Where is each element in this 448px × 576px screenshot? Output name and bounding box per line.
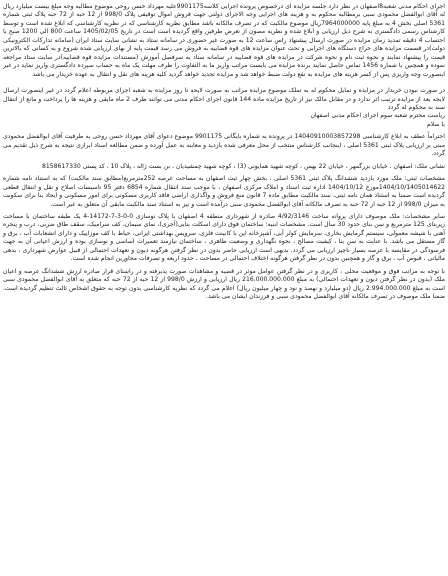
paragraph-gap — [3, 79, 445, 87]
property-address-paragraph: نشانی ملک: اصفهان ، خیابان بزرگمهر ، خیابان 22 بهمن ، کوچه شهید همایونی (3) ، کوچه شهید چمشیدیان ، بن بست ژاله ، پلاک 10 ، کد پستی 8158617330 — [41, 162, 445, 170]
expert-report-intro-paragraph: احتراماً عطف به ابلاغ کارشناسی 14040910003857298 در پرونده به شماره بایگانی 9901175 موضوع دعوای آقای مهرداد حسن روحی به طرفیت آقای ابوالفضل محمودی مبنی بر ارزیابی پلاک ثبتی 5361 اصلی ، اینجانب کارشناس منتخب از محل معرفی شده بازدید و معاینه به عمل آورده و ضمن مطالعه اسناد ابرازی نتیجه به شرح ذیل تقدیم می گردد. — [3, 133, 445, 158]
greeting-line: با سلام — [426, 120, 445, 128]
registration-details-paragraph: مشخصات ثبتی: ملک مورد بازدید ششدانگ پلاک ثبتی 5361 اصلی ، بخش چهار ثبت اصفهان به مساحت عرصه 252مترمربع(مطابق سند مالکیت) که به استناد نامه شماره 1404/10/1405014622مورخ 1404/10/12 اداره ثبت اسناد و املاک مرکزی اصفهان ، با موجب سند انتقال شماره 6854 دفتر 95 تاسیسات اصلاح و نقل و انتقال قطعی گردیده است ضمنا به استناد همان نامه ثبتی، سند مالکیت مطابق ماده 7 قانون منع فروش و واگذاری اراضی فاقد کاربری مسکونی برای امور مسکونی و ایجاد بنا برای سکونت به میزان 998/0 از 12 حبه از 72 حبه به تصرف مالکانه آقای ابوالفضل محمودی سبی درآمده است و نیز به استناد سند مالکیت مابقی آن متعلق به غیر است. — [3, 175, 446, 208]
auction-announcement-paragraph: اجرای احکام مدنی شعبه8اصفهان در نظر دارد جلسه مزایده ای درخصوص پرونده اجرایی کلاسه9901175علیه مهرداد حسن روحی موضوع مطالبه وجه مبلغ بیست میلیارد ریال له آقای ابوالفضل محمودی سبی برمطالبه محکوم به و هزینه های اجرایی وجه الاجرای دولتی جهت فروش اموال توقیفی پلاک 998/0 از 12 حبه از 72 حبه پلاک ثبتی شماره 5361 اصلی بخش 4 به مبلغ پایه 7964000000ریال موضوع مالکیت که در تصرف مالکانه باشد مطابق نظریه کارشناسی که در نظریه کارشناسی که ابلاغ شده است و توسط کارشناس رسمی دادگستری به شرح ذیل ارزیابی و ابلاغ شده و نظریه مصون از تعرض طرفین واقع گردیده است است در تاریخ 1405/02/05 ساعت 800 الی 1200 صبح با احتساب 4 دقیقه تمدید زمان مزایده در صورت ارسال پیشنهاد راس ساعت 12 به صورت غیر حضوری در سامانه ستاد به نشانی سایت ستاد ایران (سامانه تدارکات الکترونیکی دولت)در قسمت مزایده های حراج دستگاه های اجرایی و تحت عنوان مزایده های قوه قضاییه به فروش می رسد قیمت پایه از بهای ارزیابی شده شروع و به کسانی که بالاترین قیمت را پیشنهاد نمایند و نحوه ثبت نام و نحوه شرکت در مزایده های قوه قضاییه در سامانه ستاد به سرفصل آموزش (مستندات مزایده قوه قضاییه)در سایت ستاد مراجعه نموده و همچنین با شماره 1456 تماس حاصل نمایند برنده مزایده می بایست مراتب واریز ما به التفاوت را ظرف مهلت یک ماه به حساب سپرده دادگستری واریز نماید در غیر اینصورت وجه واریزی پس از کسر هزینه های مزایده به نفع دولت ضبط خواهد شد و مزایده تجدید خواهد گردید کلیه هزینه های نقل و انتقال به عهده خریدار می باشد — [3, 3, 445, 78]
valuation-conclusion-paragraph: با توجه به مراتب فوق و موقعیت محلی ، کاربری و در نظر گرفتن عوامل موثر در قضیه و مشاهدات صورت پذیرفته و در راستای قرار صادره ارزش ششدانگ عرصه و اعیان ملک (بدون در نظر گرفتن دیون و تعهدات احتمالی) به مبلغ 216.000.000.000 ریال ارزیابی و ارزش 998/0 از 12 حبه از 72 حبه که متعلق به آقای ابوالفضل محمودی سبی است به مبلغ 2.994.000.000 ریال (دو میلیارد و نهصد و نود و چهار میلیون ریال) اعلام می گردد که نظریه کارشناسی بدون توجه به حقوق اشخاص ثالث تنظیم گردیده است. ضمنا ملک موصوف در تصرف مالکانه آقای ابوالفضل محمودی سبی و فرزندان ایشان می باشد. — [3, 267, 445, 301]
addressee-line: ریاست محترم شعبه سوم اجرای احکام مدنی اصفهان — [310, 112, 445, 120]
creditor-ownership-paragraph: در صورت نبودن خریدار در مزایده و تمایل محکوم له به تملک موضوع مزایده مراتب به صورت لایحه تا روز مزایده به شعبه اجرای مربوطه اعلام گردد در غیر اینصورت ارسال لایحه بعد از مزایده ترتیب اثر ندارد و در مقابل مالک نیز از تاریخ مزایده ماده 144 قانون اجرای احکام مدنی می توانند ظرف 2 ماه مابقی و هزینه ها را پرداخت و مانع از انتقال سند به محکوم له گردد — [3, 87, 445, 111]
building-specifications-paragraph: سایر مشخصات: ملک موصوف دارای پروانه ساخت 4/92/3146 صادره از شهرداری منطقه 4 اصفهان با پلاک نوسازی 0-0-3-7-14172-4 یک طبقه ساختمان با مساحت زیربنای 125 مترمربع و سن بنای حدود 30 سال است. مشخصات ابنیه: ساختمان فوق دارای اسکلت بنایی(آجری)، نمای سیمان، کف سرامیک، سقف طاق ضربی، درب و پنجره آهنی با شیشه معمولی، سیستم گرمایش بخاری، سرمایش کولر آبی، آشپزخانه اپن با کابینت فلزی، سرویس بهداشتی ایرانی، حیاط با کف موزاییک و دارای انشعابات آب ، برق و گاز مستقل می باشد. با عنایت به سن بنا ، کیفیت مصالح ، نحوه نگهداری و وضعیت ظاهری ، ساختمان نیازمند تعمیرات اساسی و نوسازی بوده و ارزش اعیانی آن به جهت فرسودگی در مقایسه با عرصه بسیار ناچیز ارزیابی می گردد. بدیهی است ارزیابی حاضر بدون در نظر گرفتن هرگونه دیون و تعهدات احتمالی از قبیل عوارض شهرداری ، بدهی مالیاتی ، قبوض آب ، برق و گاز و همچنین بدون در نظر گرفتن هرگونه اختلاف احتمالی در مساحت ، حدود اربعه و تصرفات مجاورین انجام شده است. — [3, 212, 446, 263]
